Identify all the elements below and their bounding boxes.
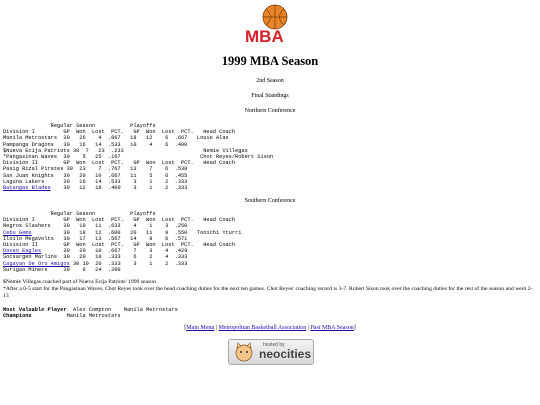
table-row: Surigao Miners 30 6 24 .200 [3, 266, 121, 273]
table-row: Division I GP Won Lost PCT. GP Won Lost PCT. Head Coach [3, 129, 236, 136]
standings-label: Final Standings [251, 93, 289, 99]
neocities-label: neocities [259, 347, 312, 361]
champions-label: Champions [3, 313, 32, 320]
team-link[interactable]: Cebu Gems [3, 229, 32, 236]
footer-nav: [Main Menu | Metropolitan Basketball Association | Past MBA Season] [184, 325, 356, 331]
mvp-value: Alex Compton Manila Metrostars [72, 307, 178, 313]
table-row: Batangas Blades 30 12 18 .400 3 1 2 .333 [3, 185, 188, 192]
table-row: Division II GP Won Lost PCT. GP Won Lost PCT. Head Coach [3, 160, 236, 167]
table-row: Pasig Rizal Pirates 30 23 7 .767 13 7 6 .538 [3, 166, 188, 173]
neocities-cat-icon [232, 342, 256, 362]
table-row: Cagayan De Oro Amigos 30 10 20 .333 3 1 2 .333 [3, 260, 188, 267]
table-row: Pampanga Dragons 30 16 14 .533 10 4 6 .400 [3, 141, 188, 148]
footnote-villegas: $Nemie Villegas coached part of Nueva Ecija Patriots' 1999 season [3, 279, 156, 285]
table-row: Iloilo Megavolts 30 17 13 .567 14 8 6 .571 [3, 235, 188, 242]
northern-heading: Northern Conference [244, 108, 296, 114]
table-row: Manila Metrostars 30 26 4 .867 18 12 6 .667 Louie Alas [3, 135, 229, 142]
southern-standings-table [3, 211, 241, 273]
past-season-link[interactable]: Past MBA Season [310, 325, 354, 331]
table-row: Division I GP Won Lost PCT. GP Won Lost PCT. Head Coach [3, 217, 236, 224]
hosted-by-label: hosted by [263, 342, 285, 348]
mba-logo [242, 3, 298, 45]
season-label: 2nd Season [256, 78, 284, 84]
main-menu-link[interactable]: Main Menu [186, 325, 215, 331]
page-title: 1999 MBA Season [221, 54, 319, 68]
table-row: Negros Slashers 30 19 11 .633 4 1 3 .250 [3, 223, 188, 230]
northern-standings-table [3, 123, 273, 191]
mba-link[interactable]: Metropolitan Basketball Association [218, 325, 307, 331]
neocities-badge[interactable] [228, 339, 314, 365]
table-row: San Juan Knights 30 20 10 .667 11 5 6 .455 [3, 172, 188, 179]
mvp-label: Most Valuable Player [3, 307, 67, 313]
table-row: *Pangasinan Waves 30 5 25 .167 Chot Reyes/Robert Sison [3, 154, 274, 161]
table-row: $Nueva Ecija Patriots 30 7 23 .233 Nemie Villegas [3, 147, 248, 154]
table-row: Davao Eagles 30 20 10 .667 7 3 4 .429 [3, 248, 188, 255]
awards-block [3, 307, 178, 319]
table-row: Cebu Gems 30 18 12 .600 20 11 9 .550 Tonichi Yturri [3, 229, 242, 236]
table-row: Division II GP Won Lost PCT. GP Won Lost PCT. Head Coach [3, 242, 236, 249]
table-row: Socsargen Marlins 30 20 10 .333 6 2 4 .333 [3, 254, 188, 261]
table-row: Regular Season Playoffs [3, 123, 156, 129]
team-link[interactable]: Batangas Blades [3, 185, 51, 192]
footnote-pangasinan: *After a 0-5 start for the Pangasinan Waves, Chot Reyes took over the head coaching duties for the next ten games. Chot Reyes' coaching record is 3-7. Robert Sison took over the coaching duties for the rest of the season and went 2-13 [3, 286, 533, 299]
team-link[interactable]: Davao Eagles [3, 248, 42, 255]
southern-heading: Southern Conference [244, 198, 296, 204]
table-row: Regular Season Playoffs [3, 211, 156, 217]
svg-text:MBA: MBA [245, 27, 284, 45]
champions-value: Manila Metrostars [66, 313, 121, 320]
table-row: Laguna Lakers 30 16 14 .533 3 1 2 .333 [3, 178, 188, 185]
team-link[interactable]: Cagayan De Oro Amigos [3, 260, 70, 267]
